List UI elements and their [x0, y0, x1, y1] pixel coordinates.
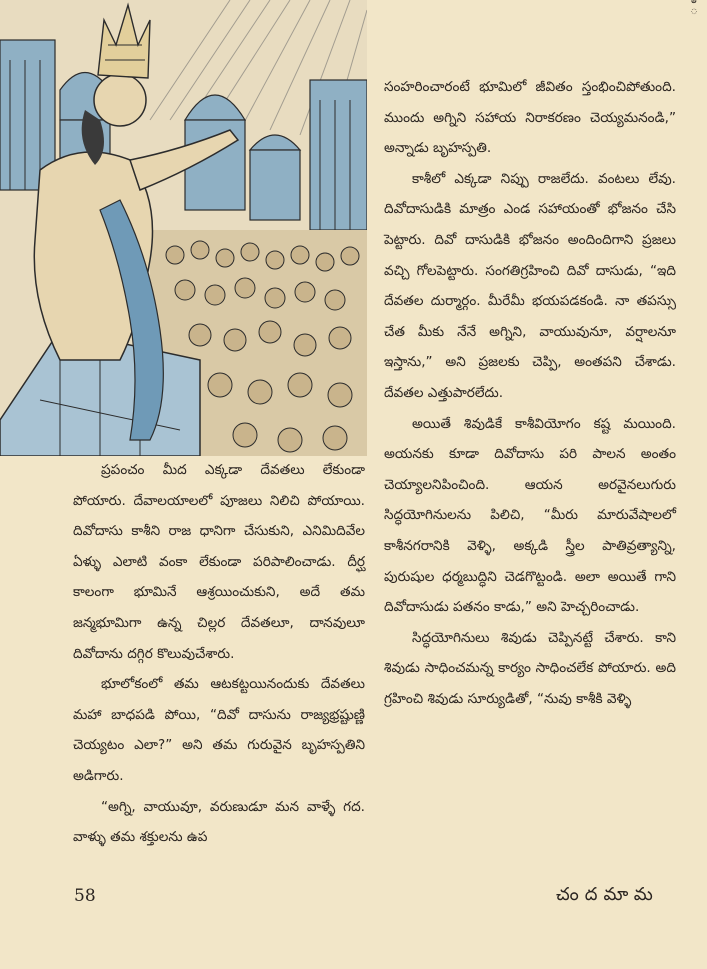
paragraph: సిద్ధయోగినులు శివుడు చెప్పినట్టే చేశారు. కాని శివుడు సాధించమన్న కార్యం సాధించలేక పోయారు. అది గ్రహించి శివుడు సూర్యుడితో, “నువు కాశీకి వెళ్ళి: [384, 629, 676, 707]
right-column: [384, 72, 676, 714]
illustration-svg: [0, 0, 367, 456]
corner-mark: ఀ: [690, 2, 699, 18]
page-number: 58: [74, 886, 96, 906]
paragraph: “అగ్ని, వాయువూ, వరుణుడూ మన వాళ్ళే గద. వాళ్ళు తమ శక్తులను ఉప: [73, 798, 365, 846]
paragraph: సంహరించారంటే భూమిలో జీవితం స్తంభించిపోతుంది. ముందు అగ్నిని సహాయ నిరాకరణం చెయ్యమనండి,” అన్నాడు బృహస్పతి.: [384, 79, 676, 157]
paragraph: ప్రపంచం మీద ఎక్కడా దేవతలు లేకుండా పోయారు. దేవాలయాలలో పూజలు నిలిచి పోయాయి. దివోదాసు కాశీని రాజ ధానిగా చేసుకుని, ఎనిమిదివేల ఏళ్ళు ఎలాటి వంకా లేకుండా పరిపాలించాడు. దీర్ఘ కాలంగా భూమినే ఆశ్రయించుకుని, అదే తమ జన్మభూమిగా ఉన్న చిల్లర దేవతలూ, దానవులూ దివోదాను దగ్గిర కొలువుచేశారు.: [73, 462, 365, 662]
paragraph: భూలోకంలో తమ ఆటకట్టయినందుకు దేవతలు మహా బాధపడి పోయి, “దివో దాసును రాజ్యభ్రష్టుణ్ణి చెయ్యటం ఎలా?” అని తమ గురువైన బృహస్పతిని అడిగారు.: [73, 676, 365, 784]
paragraph: కాశీలో ఎక్కడా నిప్పు రాజలేదు. వంటలు లేవు. దివోదాసుడికి మాత్రం ఎండ సహాయంతో భోజనం చేసి పెట్టారు. దివో దాసుడికి భోజనం అందిందిగాని ప్రజలు వచ్చి గోలపెట్టారు. సంగతిగ్రహించి దివో దాసుడు, “ఇది దేవతల దుర్మార్గం. మీరేమీ భయపడకండి. నా తపస్సు చేత మీకు నేనే అగ్నిని, వాయువునూ, వర్షాలనూ ఇస్తాను,” అని ప్రజలకు చెప్పి, అంతపని చేశాడు. దేవతల ఎత్తుపారలేదు.: [384, 170, 676, 401]
king-addressing-crowd-illustration: [0, 0, 367, 456]
magazine-title: చందమామ: [556, 884, 659, 905]
left-column: [73, 455, 365, 853]
paragraph: అయితే శివుడికే కాశీవియోగం కష్ట మయింది. అయనకు కూడా దివోదాసు పరి పాలన అంతం చెయ్యాలనిపించింది. ఆయన అరవైనలుగురు సిద్ధయోగినులను పిలిచి, “మీరు మారువేషాలలో కాశీనగరానికి వెళ్ళి, అక్కడి స్త్రీల పాతివ్రత్యాన్ని, పురుషుల ధర్మబుద్ధిని చెడగొట్టండి. అలా అయితే గాని దివోదాసుడు పతనం కాడు,” అని హెచ్చరించాడు.: [384, 415, 676, 616]
